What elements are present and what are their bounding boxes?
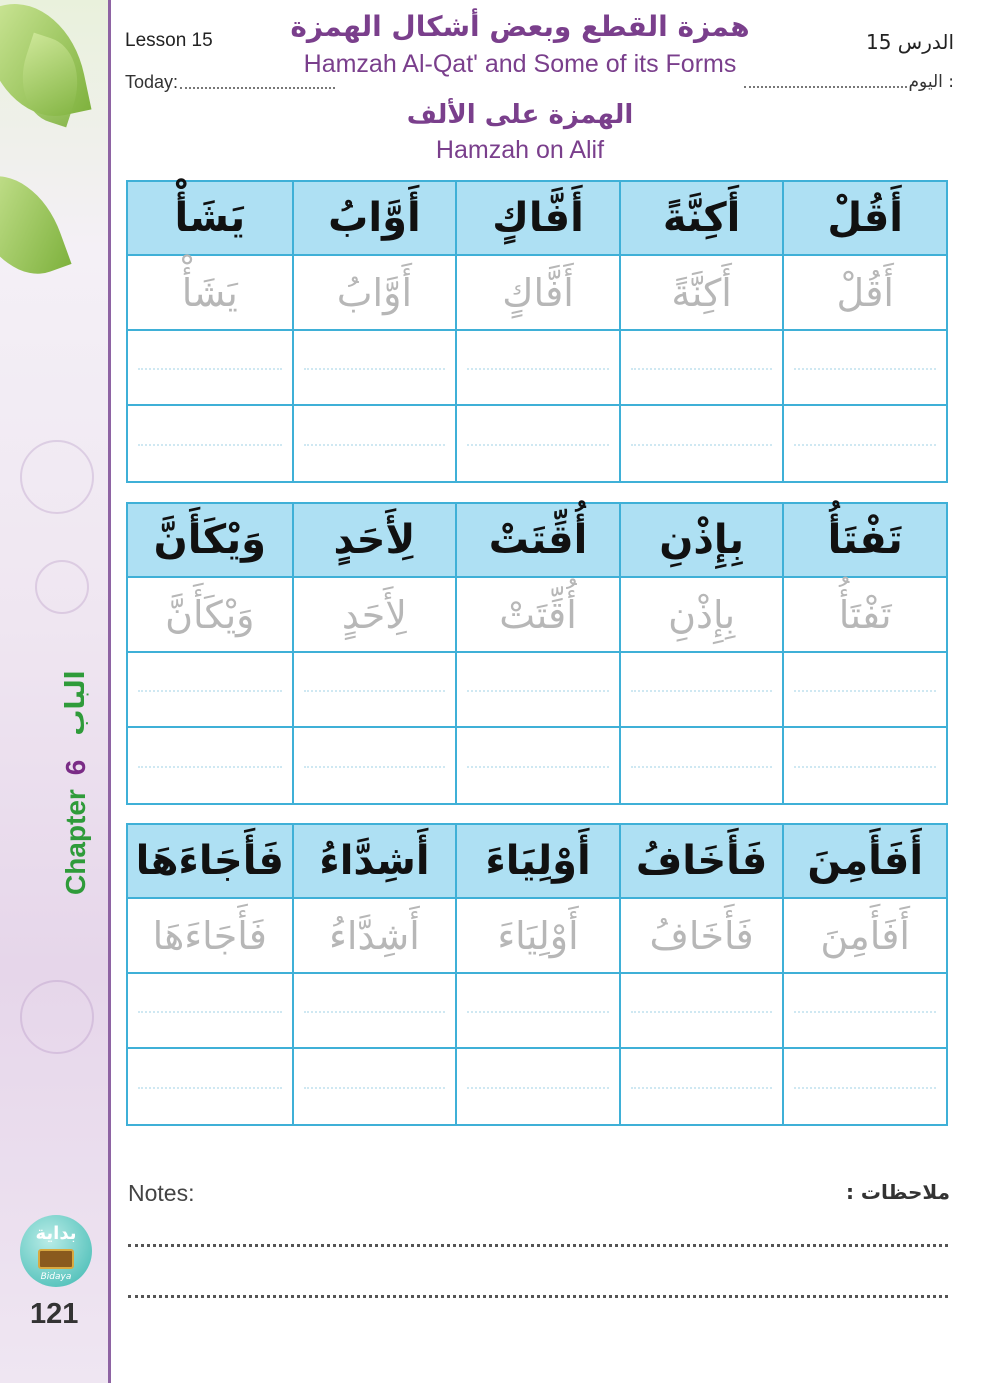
trace-cell[interactable]: يَشَأْ: [128, 256, 292, 331]
trace-cell[interactable]: لِأَحَدٍ: [292, 578, 456, 653]
word-cell: يَشَأْ: [128, 182, 292, 256]
section-title-en: Hamzah on Alif: [435, 136, 605, 164]
logo-subtitle: Bidaya: [40, 1272, 72, 1282]
practice-grid-2: [126, 502, 948, 805]
word-cell: أَقُلْ: [782, 182, 946, 256]
section-title-ar: الهمزة على الألف: [406, 100, 634, 130]
writing-cell[interactable]: [292, 974, 456, 1049]
today-write-line[interactable]: [744, 72, 907, 88]
writing-cell[interactable]: [455, 653, 619, 728]
word-cell: أَشِدَّاءُ: [292, 825, 456, 899]
trace-cell[interactable]: بِإِذْنِ: [619, 578, 783, 653]
lesson-number-en: Lesson 15: [125, 30, 213, 51]
writing-cell[interactable]: [128, 331, 292, 406]
trace-cell[interactable]: فَأَجَاءَهَا: [128, 899, 292, 974]
trace-cell[interactable]: أَكِنَّةً: [619, 256, 783, 331]
word-cell: أَفَأَمِنَ: [782, 825, 946, 899]
chapter-word: Chapter: [60, 789, 91, 895]
notes-write-line[interactable]: [128, 1244, 948, 1247]
book-icon: [38, 1249, 74, 1269]
writing-cell[interactable]: [292, 1049, 456, 1124]
writing-cell[interactable]: [619, 406, 783, 481]
writing-cell[interactable]: [782, 974, 946, 1049]
writing-cell[interactable]: [292, 653, 456, 728]
practice-grid-1: [126, 180, 948, 483]
trace-cell[interactable]: أَفَّاكٍ: [455, 256, 619, 331]
writing-cell[interactable]: [619, 653, 783, 728]
writing-cell[interactable]: [455, 1049, 619, 1124]
writing-cell[interactable]: [782, 331, 946, 406]
notes-label-ar: ملاحظات :: [845, 1180, 950, 1204]
page-title-en: Hamzah Al-Qat' and Some of its Forms: [303, 50, 737, 78]
word-cell: فَأَخَافُ: [619, 825, 783, 899]
writing-cell[interactable]: [619, 1049, 783, 1124]
word-cell: تَفْتَأُ: [782, 504, 946, 578]
today-label-en: Today:: [125, 72, 179, 92]
writing-cell[interactable]: [619, 974, 783, 1049]
writing-cell[interactable]: [619, 728, 783, 803]
word-cell: أُقِّتَتْ: [455, 504, 619, 578]
writing-cell[interactable]: [292, 728, 456, 803]
writing-cell[interactable]: [128, 1049, 292, 1124]
page-number: 121: [30, 1298, 79, 1330]
logo-text: بداية: [35, 1223, 77, 1244]
word-cell: أَفَّاكٍ: [455, 182, 619, 256]
writing-cell[interactable]: [782, 1049, 946, 1124]
word-cell: أَوَّابُ: [292, 182, 456, 256]
word-cell: أَوْلِيَاءَ: [455, 825, 619, 899]
writing-cell[interactable]: [782, 728, 946, 803]
today-label-ar: اليوم :: [908, 72, 954, 92]
writing-cell[interactable]: [292, 406, 456, 481]
side-divider: [108, 0, 111, 1383]
writing-cell[interactable]: [128, 974, 292, 1049]
chapter-number: 6: [60, 759, 91, 776]
trace-cell[interactable]: تَفْتَأُ: [782, 578, 946, 653]
swirl-decoration: [20, 980, 94, 1054]
writing-cell[interactable]: [782, 406, 946, 481]
writing-cell[interactable]: [455, 974, 619, 1049]
writing-cell[interactable]: [128, 728, 292, 803]
trace-cell[interactable]: فَأَخَافُ: [619, 899, 783, 974]
word-cell: وَيْكَأَنَّ: [128, 504, 292, 578]
notes-label-en: Notes:: [128, 1180, 195, 1206]
writing-cell[interactable]: [619, 331, 783, 406]
writing-cell[interactable]: [455, 728, 619, 803]
lesson-number-ar: الدرس 15: [865, 30, 954, 54]
word-cell: لِأَحَدٍ: [292, 504, 456, 578]
trace-cell[interactable]: وَيْكَأَنَّ: [128, 578, 292, 653]
today-write-line[interactable]: [180, 72, 335, 89]
today-field-ar[interactable]: [744, 72, 954, 92]
trace-cell[interactable]: أُقِّتَتْ: [455, 578, 619, 653]
practice-grid-3: [126, 823, 948, 1126]
trace-cell[interactable]: أَفَأَمِنَ: [782, 899, 946, 974]
trace-cell[interactable]: أَوْلِيَاءَ: [455, 899, 619, 974]
today-field-en[interactable]: [125, 72, 335, 93]
writing-cell[interactable]: [455, 331, 619, 406]
word-cell: فَأَجَاءَهَا: [128, 825, 292, 899]
leaf-decoration: [0, 160, 72, 289]
writing-cell[interactable]: [128, 653, 292, 728]
writing-cell[interactable]: [455, 406, 619, 481]
chapter-arabic: الباب: [61, 670, 91, 736]
writing-cell[interactable]: [128, 406, 292, 481]
publisher-logo: [20, 1215, 92, 1287]
word-cell: بِإِذْنِ: [619, 504, 783, 578]
writing-cell[interactable]: [292, 331, 456, 406]
trace-cell[interactable]: أَشِدَّاءُ: [292, 899, 456, 974]
trace-cell[interactable]: أَوَّابُ: [292, 256, 456, 331]
page-title-ar: همزة القطع وبعض أشكال الهمزة: [290, 10, 750, 43]
trace-cell[interactable]: أَقُلْ: [782, 256, 946, 331]
swirl-decoration: [20, 440, 94, 514]
word-cell: أَكِنَّةً: [619, 182, 783, 256]
writing-cell[interactable]: [782, 653, 946, 728]
chapter-label: [58, 575, 94, 895]
notes-write-line[interactable]: [128, 1295, 948, 1298]
